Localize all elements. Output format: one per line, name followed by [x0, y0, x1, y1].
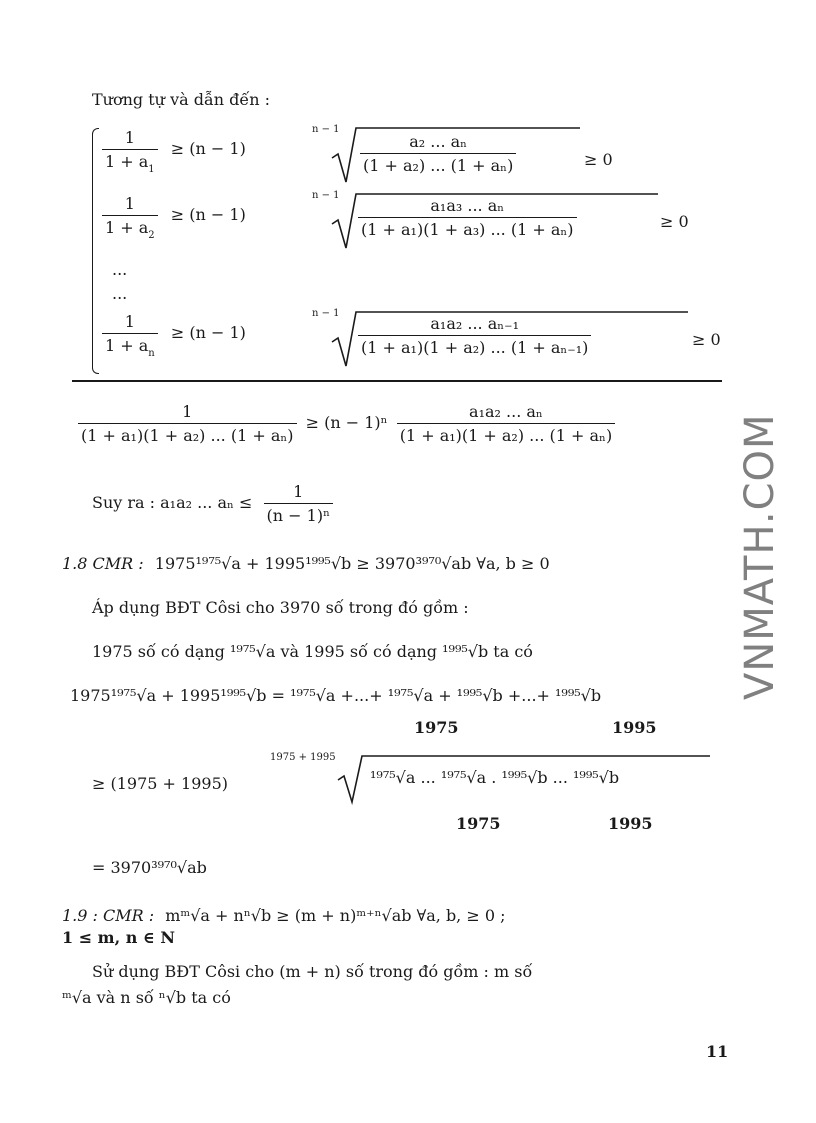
row3-relation: ≥ (n − 1) [170, 323, 246, 342]
p18-result: = 3970³⁹⁷⁰√ab [92, 858, 207, 877]
row1-lhs-fraction: $\frac{1}{1 + a_1}$ [102, 128, 158, 171]
intro-text: Tương tự và dẫn đến : [92, 90, 271, 109]
p19-apply-text-2: ᵐ√a và n số ⁿ√b ta có [62, 988, 231, 1007]
system-row-3 [102, 312, 246, 359]
system-brace [92, 128, 99, 374]
p18-ineq-lead: ≥ (1975 + 1995) [92, 774, 228, 793]
watermark-text: VNMATH.COM [737, 413, 783, 700]
row2-rhs: ≥ 0 [660, 212, 689, 231]
problem-1-9 [62, 906, 506, 925]
row1-relation: ≥ (n − 1) [170, 139, 246, 158]
conclusion-line: Suy ra : a₁a₂ ... aₙ ≤ $\frac{1}{\text{(n − 1)ⁿ}}$ [92, 482, 333, 525]
p18-sum-line: 1975¹⁹⁷⁵√a + 1995¹⁹⁹⁵√b = ¹⁹⁷⁵√a +...+ ¹⁹⁷⁵√a + ¹⁹⁹⁵√b +...+ ¹⁹⁹⁵√b [70, 686, 602, 705]
p18-radicand: ¹⁹⁷⁵√a ... ¹⁹⁷⁵√a . ¹⁹⁹⁵√b ... ¹⁹⁹⁵√b [370, 768, 620, 787]
problem-1-9-statement: mᵐ√a + nⁿ√b ≥ (m + n)ᵐ⁺ⁿ√ab ∀a, b, ≥ 0 ; [165, 906, 506, 925]
row3-radicand: $\frac{\text{a₁a₂ ... aₙ₋₁}}{\text{(1 + a₁)(1 + a₂) ... (1 + aₙ₋₁)}}$ [358, 314, 591, 357]
p18-count-b2: 1995 [608, 814, 653, 833]
row3-lhs-fraction: $\frac{1}{1 + a_n}$ [102, 312, 158, 355]
p18-count-a: 1975 [414, 718, 459, 737]
row1-root-index: n − 1 [312, 124, 340, 135]
product-rule [72, 380, 722, 382]
row2-lhs-fraction: $\frac{1}{1 + a_2}$ [102, 194, 158, 237]
product-relation: ≥ (n − 1)ⁿ [305, 413, 388, 432]
system-row-1 [102, 128, 246, 175]
p18-count-b: 1995 [612, 718, 657, 737]
problem-1-8-statement: 1975¹⁹⁷⁵√a + 1995¹⁹⁹⁵√b ≥ 3970³⁹⁷⁰√ab ∀a, b ≥ 0 [154, 554, 550, 573]
problem-1-9-label: 1.9 : CMR : [62, 906, 155, 925]
row3-root-index: n − 1 [312, 308, 340, 319]
system-dots-2: ... [112, 284, 128, 303]
row2-relation: ≥ (n − 1) [170, 205, 246, 224]
p18-ineq-index: 1975 + 1995 [270, 752, 336, 763]
row1-rhs: ≥ 0 [584, 150, 613, 169]
p18-line2: 1975 số có dạng ¹⁹⁷⁵√a và 1995 số có dạng ¹⁹⁹⁵√b ta có [92, 642, 533, 661]
problem-1-8 [62, 554, 550, 573]
row1-radicand: $\frac{\text{a₂ ... aₙ}}{\text{(1 + a₂) ... (1 + aₙ)}}$ [360, 132, 516, 175]
p18-apply-text: Áp dụng BĐT Côsi cho 3970 số trong đó gồm : [92, 598, 469, 617]
p18-count-a2: 1975 [456, 814, 501, 833]
problem-1-8-label: 1.8 CMR : [62, 554, 144, 573]
page-number: 11 [706, 1042, 729, 1061]
product-line [78, 402, 615, 445]
conclusion-fraction: $\frac{1}{\text{(n − 1)ⁿ}}$ [264, 482, 333, 525]
system-dots-1: ... [112, 260, 128, 279]
product-rhs-fraction: $\frac{\text{a₁a₂ ... aₙ}}{\text{(1 + a₁)(1 + a₂) ... (1 + aₙ)}}$ [397, 402, 616, 445]
system-row-2 [102, 194, 246, 241]
row2-root-index: n − 1 [312, 190, 340, 201]
row2-radicand: $\frac{\text{a₁a₃ ... aₙ}}{\text{(1 + a₁)(1 + a₃) ... (1 + aₙ)}}$ [358, 196, 577, 239]
p19-apply-text: Sử dụng BĐT Côsi cho (m + n) số trong đó gồm : m số [92, 962, 533, 981]
row3-rhs: ≥ 0 [692, 330, 721, 349]
problem-1-9-condition: 1 ≤ m, n ∈ N [62, 928, 175, 947]
product-lhs-fraction: $\frac{1}{\text{(1 + a₁)(1 + a₂) ... (1 + aₙ)}}$ [78, 402, 297, 445]
